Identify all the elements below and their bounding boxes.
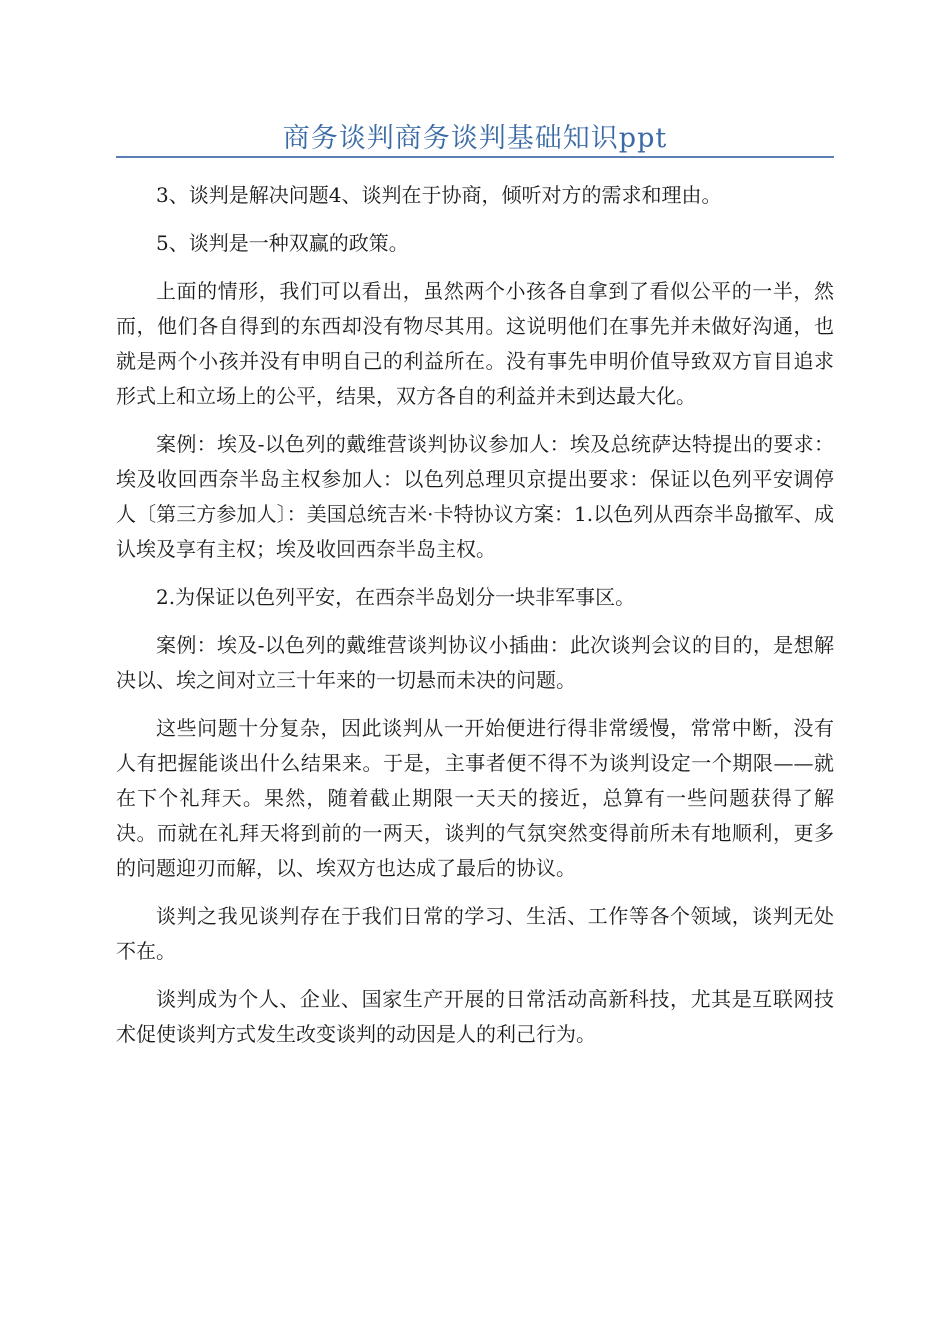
paragraph: 谈判成为个人、企业、国家生产开展的日常活动高新科技，尤其是互联网技术促使谈判方式发生改变谈判的动因是人的利己行为。 — [116, 987, 834, 1046]
paragraph: 谈判之我见谈判存在于我们日常的学习、生活、工作等各个领域，谈判无处不在。 — [116, 904, 834, 963]
paragraph: 5、谈判是一种双赢的政策。 — [156, 231, 409, 255]
document-header — [116, 112, 834, 158]
paragraph: 3、谈判是解决问题4、谈判在于协商，倾听对方的需求和理由。 — [156, 183, 722, 207]
paragraph: 案例：埃及-以色列的戴维营谈判协议小插曲：此次谈判会议的目的，是想解决以、埃之间对立三十年来的一切悬而未决的问题。 — [116, 633, 834, 692]
paragraph: 案例：埃及-以色列的戴维营谈判协议参加人：埃及总统萨达特提出的要求：埃及收回西奈半岛主权参加人：以色列总理贝京提出要求：保证以色列平安调停人〔第三方参加人〕：美国总统吉米·卡特协议方案：1.以色列从西奈半岛撤军、成认埃及享有主权；埃及收回西奈半岛主权。 — [116, 432, 834, 561]
paragraph: 2.为保证以色列平安，在西奈半岛划分一块非军事区。 — [156, 585, 636, 609]
document-title: 商务谈判商务谈判基础知识ppt — [282, 123, 668, 154]
paragraph: 这些问题十分复杂，因此谈判从一开始便进行得非常缓慢，常常中断，没有人有把握能谈出什么结果来。于是，主事者便不得不为谈判设定一个期限——就在下个礼拜天。果然，随着截止期限一天天的接近，总算有一些问题获得了解决。而就在礼拜天将到前的一两天，谈判的气氛突然变得前所未有地顺利，更多的问题迎刃而解，以、埃双方也达成了最后的协议。 — [116, 716, 834, 880]
document-body — [116, 178, 834, 1065]
paragraph: 上面的情形，我们可以看出，虽然两个小孩各自拿到了看似公平的一半，然而，他们各自得到的东西却没有物尽其用。这说明他们在事先并未做好沟通，也就是两个小孩并没有申明自己的利益所在。没有事先申明价值导致双方盲目追求形式上和立场上的公平，结果，双方各自的利益并未到达最大化。 — [116, 279, 834, 408]
